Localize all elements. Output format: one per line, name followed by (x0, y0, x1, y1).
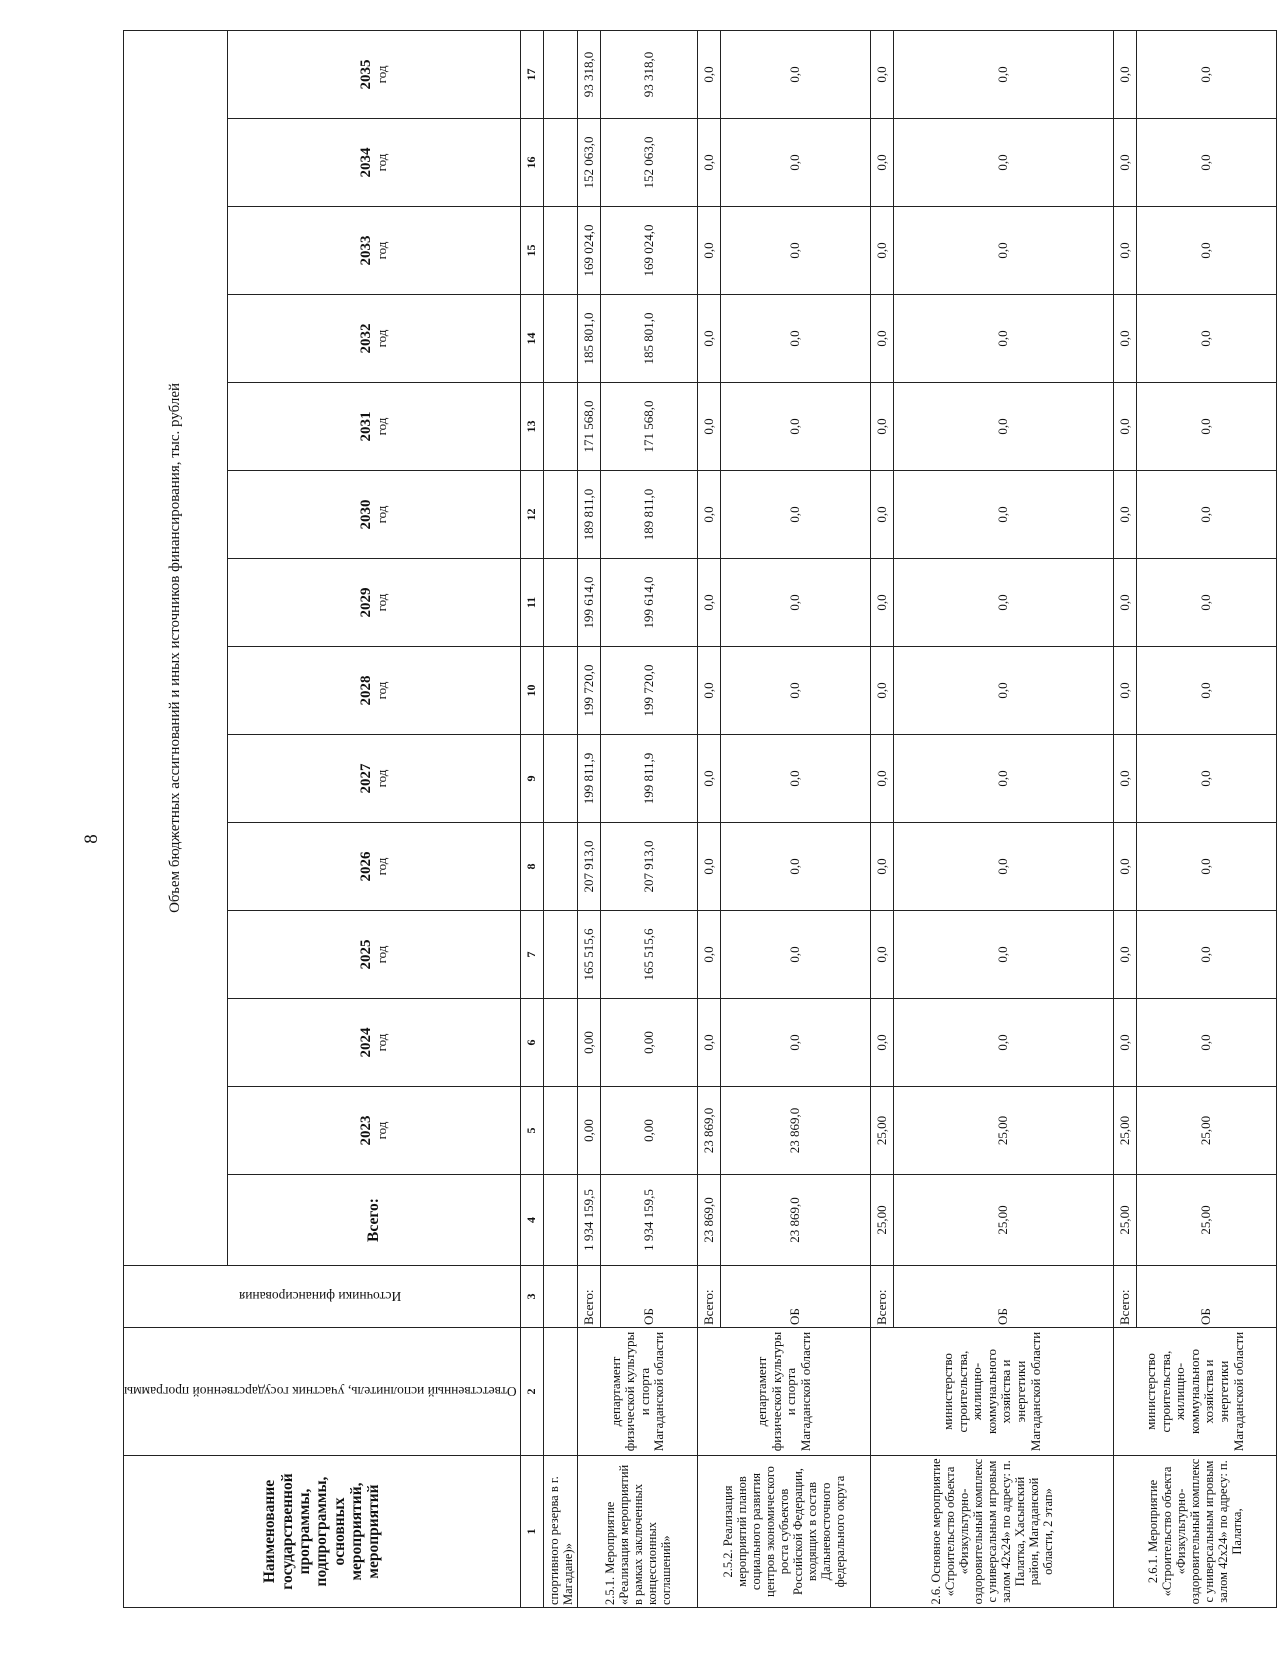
total-value-cell: 0,0 (698, 823, 721, 911)
header-year-2034 (228, 119, 521, 207)
empty-cell (544, 295, 578, 383)
empty-cell (544, 823, 578, 911)
total-value-cell: 0,0 (698, 30, 721, 118)
source-value-cell: 171 568,0 (601, 383, 698, 471)
source-value-cell: 25,00 (1137, 1175, 1277, 1266)
header-year-2024 (228, 999, 521, 1087)
total-value-cell: 0,0 (871, 471, 894, 559)
source-value-cell: 0,0 (1137, 911, 1277, 999)
total-value-cell: 0,0 (1114, 295, 1137, 383)
total-value-cell: 199 720,0 (578, 647, 601, 735)
empty-cell (544, 383, 578, 471)
column-number: 6 (521, 999, 544, 1087)
header-year-suffix: год (374, 65, 390, 84)
total-value-cell: 171 568,0 (578, 383, 601, 471)
header-year-2032 (228, 295, 521, 383)
total-value-cell: 23 869,0 (698, 1087, 721, 1175)
total-value-cell: 0,0 (1114, 559, 1137, 647)
source-value-cell: 0,0 (894, 559, 1114, 647)
source-value-cell: 0,0 (1137, 207, 1277, 295)
total-value-cell: 0,0 (1114, 383, 1137, 471)
total-value-cell: 25,00 (1114, 1087, 1137, 1175)
header-year-2028 (228, 647, 521, 735)
total-value-cell: 0,0 (871, 559, 894, 647)
source-value-cell: 0,0 (1137, 30, 1277, 118)
total-value-cell: 0,0 (698, 911, 721, 999)
column-number: 14 (521, 295, 544, 383)
column-number: 17 (521, 30, 544, 118)
empty-cell (544, 1328, 578, 1456)
rotated-page-content (123, 33, 1277, 1608)
source-value-cell: 0,0 (1137, 823, 1277, 911)
source-value-cell: 25,00 (894, 1175, 1114, 1266)
header-year-2026 (228, 823, 521, 911)
source-value-cell: 0,0 (1137, 559, 1277, 647)
source-value-cell: 0,0 (721, 383, 871, 471)
total-value-cell: 0,0 (871, 911, 894, 999)
total-value-cell: 25,00 (1114, 1175, 1137, 1266)
source-value-cell: 0,0 (1137, 119, 1277, 207)
source-value-cell: 0,0 (894, 207, 1114, 295)
total-value-cell: 0,0 (871, 735, 894, 823)
source-value-cell: 0,0 (721, 30, 871, 118)
header-total: Всего: (228, 1175, 521, 1266)
source-value-cell: 0,0 (721, 295, 871, 383)
column-number: 15 (521, 207, 544, 295)
row-source-label: ОБ (721, 1266, 871, 1328)
source-value-cell: 0,0 (721, 999, 871, 1087)
header-executor (124, 1328, 521, 1456)
header-source (124, 1266, 521, 1328)
total-value-cell: 0,0 (871, 823, 894, 911)
row-source-label: ОБ (601, 1266, 698, 1328)
empty-cell (544, 647, 578, 735)
column-number: 11 (521, 559, 544, 647)
table-row-total (871, 30, 894, 1607)
header-name: Наименование государственной программы, подпрограммы, основных мероприятий, мероприятий (124, 1456, 521, 1608)
header-year-suffix: год (374, 681, 390, 700)
total-value-cell: 165 515,6 (578, 911, 601, 999)
total-value-cell: 0,0 (871, 383, 894, 471)
total-value-cell: 0,0 (1114, 647, 1137, 735)
total-value-cell: 0,0 (871, 207, 894, 295)
source-value-cell: 0,0 (894, 735, 1114, 823)
column-number: 16 (521, 119, 544, 207)
total-value-cell: 93 318,0 (578, 30, 601, 118)
column-number: 10 (521, 647, 544, 735)
source-value-cell: 0,0 (721, 735, 871, 823)
header-year-value: 2035 (358, 59, 375, 90)
column-number: 4 (521, 1175, 544, 1266)
header-source-text: Источники финансирования (239, 1289, 402, 1305)
empty-cell (544, 999, 578, 1087)
total-value-cell: 0,0 (871, 647, 894, 735)
column-number: 13 (521, 383, 544, 471)
header-year-value: 2024 (358, 1027, 375, 1058)
source-value-cell: 189 811,0 (601, 471, 698, 559)
total-value-cell: 0,0 (698, 207, 721, 295)
total-value-cell: 199 614,0 (578, 559, 601, 647)
source-value-cell: 199 720,0 (601, 647, 698, 735)
source-value-cell: 0,0 (1137, 295, 1277, 383)
empty-cell (544, 471, 578, 559)
total-value-cell: 189 811,0 (578, 471, 601, 559)
total-value-cell: 25,00 (871, 1175, 894, 1266)
row-source-total-label: Всего: (698, 1266, 721, 1328)
source-value-cell: 0,0 (1137, 735, 1277, 823)
source-value-cell: 0,0 (894, 647, 1114, 735)
header-year-2035 (228, 30, 521, 118)
total-value-cell: 0,0 (871, 119, 894, 207)
empty-cell (544, 1087, 578, 1175)
source-value-cell: 0,00 (601, 1087, 698, 1175)
total-value-cell: 0,0 (871, 295, 894, 383)
header-year-suffix: год (374, 593, 390, 612)
total-value-cell: 0,0 (1114, 207, 1137, 295)
total-value-cell: 25,00 (871, 1087, 894, 1175)
row-source-total-label: Всего: (871, 1266, 894, 1328)
total-value-cell: 0,0 (698, 999, 721, 1087)
header-year-2033 (228, 207, 521, 295)
total-value-cell: 0,0 (1114, 30, 1137, 118)
header-year-value: 2031 (358, 411, 375, 442)
empty-cell (544, 1175, 578, 1266)
total-value-cell: 0,0 (871, 30, 894, 118)
source-value-cell: 0,0 (721, 647, 871, 735)
header-executor-text: Ответственный исполнитель, участник государственной программы (124, 1384, 517, 1400)
column-number: 7 (521, 911, 544, 999)
header-year-suffix: год (374, 769, 390, 788)
total-value-cell: 169 024,0 (578, 207, 601, 295)
column-number: 2 (521, 1328, 544, 1456)
empty-cell (544, 119, 578, 207)
total-value-cell: 23 869,0 (698, 1175, 721, 1266)
header-year-value: 2028 (358, 675, 375, 706)
header-year-value: 2025 (358, 939, 375, 970)
row-executor-cell: министерство строительства, жилищно-коммунального хозяйства и энергетики Магаданской области (871, 1328, 1114, 1456)
source-value-cell: 0,00 (601, 999, 698, 1087)
row-executor-cell: департамент физической культуры и спорта Магаданской области (578, 1328, 698, 1456)
total-value-cell: 152 063,0 (578, 119, 601, 207)
page-number: 8 (81, 834, 102, 844)
header-year-suffix: год (374, 153, 390, 172)
header-year-suffix: год (374, 1121, 390, 1140)
source-value-cell: 0,0 (1137, 999, 1277, 1087)
source-value-cell: 23 869,0 (721, 1175, 871, 1266)
source-value-cell: 93 318,0 (601, 30, 698, 118)
column-number: 8 (521, 823, 544, 911)
source-value-cell: 0,0 (721, 911, 871, 999)
header-year-suffix: год (374, 505, 390, 524)
header-year-value: 2029 (358, 587, 375, 618)
source-value-cell: 23 869,0 (721, 1087, 871, 1175)
total-value-cell: 185 801,0 (578, 295, 601, 383)
row-source-total-label: Всего: (578, 1266, 601, 1328)
header-year-suffix: год (374, 857, 390, 876)
total-value-cell: 0,0 (698, 735, 721, 823)
source-value-cell: 0,0 (894, 119, 1114, 207)
header-year-suffix: год (374, 329, 390, 348)
source-value-cell: 152 063,0 (601, 119, 698, 207)
source-value-cell: 0,0 (894, 295, 1114, 383)
total-value-cell: 1 934 159,5 (578, 1175, 601, 1266)
header-year-2025 (228, 911, 521, 999)
source-value-cell: 0,0 (894, 823, 1114, 911)
source-value-cell: 165 515,6 (601, 911, 698, 999)
header-year-value: 2033 (358, 235, 375, 266)
row-name-cell: 2.6.1. Мероприятие «Строительство объекта «Физкультурно-оздоровительный комплекс с универсальным игровым залом 42х24» по адресу: п. Палатка, (1114, 1456, 1277, 1608)
total-value-cell: 0,0 (698, 559, 721, 647)
row-source-label: ОБ (1137, 1266, 1277, 1328)
empty-cell (544, 911, 578, 999)
row-source-label: ОБ (894, 1266, 1114, 1328)
header-year-2029 (228, 559, 521, 647)
source-value-cell: 0,0 (894, 383, 1114, 471)
source-value-cell: 0,0 (1137, 647, 1277, 735)
source-value-cell: 0,0 (1137, 471, 1277, 559)
total-value-cell: 0,0 (698, 119, 721, 207)
source-value-cell: 0,0 (894, 911, 1114, 999)
header-year-value: 2032 (358, 323, 375, 354)
table-row-total (698, 30, 721, 1607)
total-value-cell: 0,0 (698, 471, 721, 559)
empty-cell (544, 735, 578, 823)
budget-allocation-table (123, 30, 1277, 1608)
header-year-value: 2034 (358, 147, 375, 178)
header-year-2031 (228, 383, 521, 471)
total-value-cell: 0,0 (698, 647, 721, 735)
source-value-cell: 25,00 (894, 1087, 1114, 1175)
source-value-cell: 0,0 (721, 119, 871, 207)
total-value-cell: 207 913,0 (578, 823, 601, 911)
source-value-cell: 0,0 (1137, 383, 1277, 471)
header-year-suffix: год (374, 417, 390, 436)
column-number: 12 (521, 471, 544, 559)
header-year-value: 2023 (358, 1115, 375, 1146)
header-year-suffix: год (374, 945, 390, 964)
total-value-cell: 0,00 (578, 999, 601, 1087)
source-value-cell: 207 913,0 (601, 823, 698, 911)
header-volume-title: Объем бюджетных ассигнований и иных источников финансирования, тыс. рублей (124, 30, 228, 1265)
header-year-suffix: год (374, 241, 390, 260)
total-value-cell: 0,00 (578, 1087, 601, 1175)
empty-cell (544, 1266, 578, 1328)
row-name-cell: 2.6. Основное мероприятие «Строительство объекта «Физкультурно-оздоровительный комплекс с универсальным игровым залом 42х24» по адресу: п. Палатка, Хасынский район, Магаданской области, 2 этап» (871, 1456, 1114, 1608)
header-year-2027 (228, 735, 521, 823)
source-value-cell: 0,0 (721, 471, 871, 559)
total-value-cell: 199 811,9 (578, 735, 601, 823)
total-value-cell: 0,0 (1114, 471, 1137, 559)
source-value-cell: 169 024,0 (601, 207, 698, 295)
row-executor-cell: департамент физической культуры и спорта Магаданской области (698, 1328, 871, 1456)
table-row-total (1114, 30, 1137, 1607)
column-number: 5 (521, 1087, 544, 1175)
source-value-cell: 0,0 (721, 823, 871, 911)
total-value-cell: 0,0 (698, 295, 721, 383)
source-value-cell: 1 934 159,5 (601, 1175, 698, 1266)
total-value-cell: 0,0 (1114, 823, 1137, 911)
header-year-suffix: год (374, 1033, 390, 1052)
header-year-value: 2027 (358, 763, 375, 794)
row-name-cell: 2.5.2. Реализация мероприятий планов социального развития центров экономического роста субъектов Российской Федерации, входящих в состав Дальневосточного федерального округа (698, 1456, 871, 1608)
header-year-2023 (228, 1087, 521, 1175)
total-value-cell: 0,0 (1114, 119, 1137, 207)
header-year-2030 (228, 471, 521, 559)
source-value-cell: 199 614,0 (601, 559, 698, 647)
empty-cell (544, 559, 578, 647)
total-value-cell: 0,0 (1114, 911, 1137, 999)
column-number: 3 (521, 1266, 544, 1328)
header-year-value: 2030 (358, 499, 375, 530)
total-value-cell: 0,0 (1114, 735, 1137, 823)
continuation-name-cell: спортивного резерва в г. Магадане)» (544, 1456, 578, 1608)
source-value-cell: 0,0 (721, 559, 871, 647)
empty-cell (544, 30, 578, 118)
header-year-value: 2026 (358, 851, 375, 882)
source-value-cell: 0,0 (894, 471, 1114, 559)
source-value-cell: 0,0 (894, 30, 1114, 118)
total-value-cell: 0,0 (871, 999, 894, 1087)
source-value-cell: 0,0 (721, 207, 871, 295)
total-value-cell: 0,0 (698, 383, 721, 471)
row-source-total-label: Всего: (1114, 1266, 1137, 1328)
row-executor-cell: министерство строительства, жилищно-коммунального хозяйства и энергетики Магаданской области (1114, 1328, 1277, 1456)
total-value-cell: 0,0 (1114, 999, 1137, 1087)
table-row-total (578, 30, 601, 1607)
column-number: 1 (521, 1456, 544, 1608)
source-value-cell: 185 801,0 (601, 295, 698, 383)
column-number: 9 (521, 735, 544, 823)
source-value-cell: 199 811,9 (601, 735, 698, 823)
source-value-cell: 25,00 (1137, 1087, 1277, 1175)
source-value-cell: 0,0 (894, 999, 1114, 1087)
row-name-cell: 2.5.1. Мероприятие «Реализация мероприятий в рамках заключенных концессионных соглашений» (578, 1456, 698, 1608)
empty-cell (544, 207, 578, 295)
